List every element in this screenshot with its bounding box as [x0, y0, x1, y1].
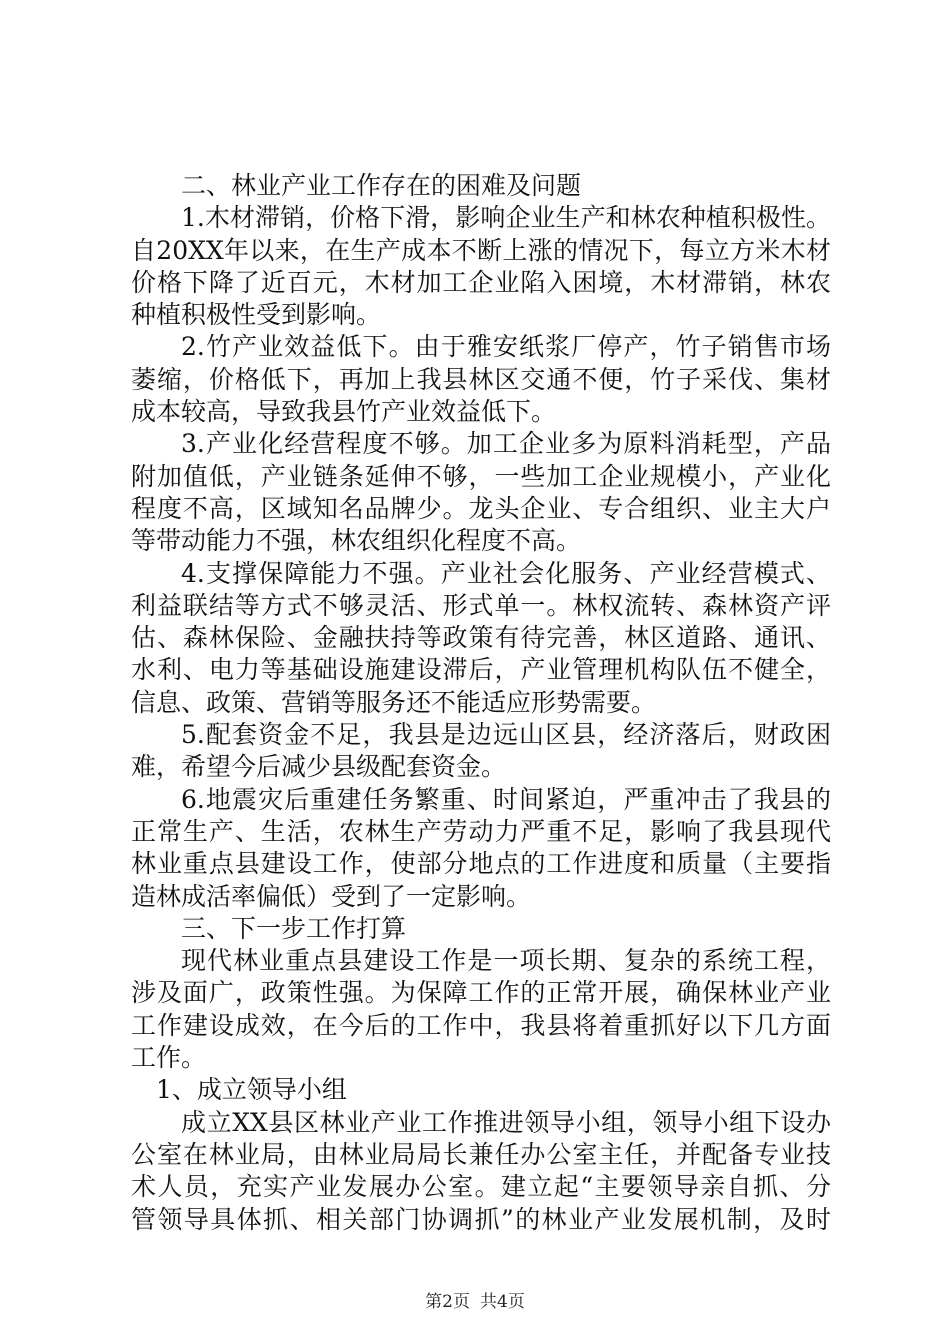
page-total: 共4页: [480, 1292, 525, 1312]
paragraph-line: 5.配套资金不足，我县是边远山区县，经济落后，财政困: [181, 720, 831, 750]
paragraph-line: 自20XX年以来，在生产成本不断上涨的情况下，每立方米木材: [131, 235, 831, 265]
paragraph-line: 正常生产、生活，农林生产劳动力严重不足，影响了我县现代: [131, 816, 831, 846]
subsection-heading: 1、成立领导小组: [156, 1075, 347, 1105]
paragraph-line: 4.支撑保障能力不强。产业社会化服务、产业经营模式、: [181, 558, 831, 588]
paragraph-line: 信息、政策、营销等服务还不能适应形势需要。: [131, 687, 657, 717]
paragraph-line: 涉及面广，政策性强。为保障工作的正常开展，确保林业产业: [131, 978, 831, 1008]
paragraph-line: 公室在林业局，由林业局局长兼任办公室主任，并配备专业技: [131, 1139, 831, 1169]
paragraph-line: 程度不高，区域知名品牌少。龙头企业、专合组织、业主大户: [131, 493, 831, 523]
section-heading: 三、下一步工作打算: [181, 913, 407, 943]
paragraph-line: 萎缩，价格低下，再加上我县林区交通不便，竹子采伐、集材: [131, 364, 831, 394]
paragraph-line: 术人员，充实产业发展办公室。建立起“主要领导亲自抓、分: [131, 1172, 831, 1202]
paragraph-line: 成立XX县区林业产业工作推进领导小组，领导小组下设办: [181, 1107, 831, 1137]
paragraph-line: 林业重点县建设工作，使部分地点的工作进度和质量（主要指: [131, 849, 831, 879]
paragraph-line: 种植积极性受到影响。: [131, 300, 382, 330]
paragraph-line: 6.地震灾后重建任务繁重、时间紧迫，严重冲击了我县的: [181, 784, 831, 814]
section-heading: 二、林业产业工作存在的困难及问题: [181, 171, 582, 200]
paragraph-line: 利益联结等方式不够灵活、形式单一。林权流转、森林资产评: [131, 590, 831, 620]
paragraph-line: 难，希望今后减少县级配套资金。: [131, 752, 507, 782]
paragraph-line: 1.木材滞销，价格下滑，影响企业生产和林农种植积极性。: [181, 203, 831, 233]
paragraph-line: 管领导具体抓、相关部门协调抓”的林业产业发展机制，及时: [131, 1204, 831, 1234]
paragraph-line: 2.竹产业效益低下。由于雅安纸浆厂停产，竹子销售市场: [181, 332, 831, 362]
page-footer: [0, 1290, 950, 1314]
document-body: [131, 170, 831, 1236]
paragraph-line: 现代林业重点县建设工作是一项长期、复杂的系统工程，: [181, 946, 831, 976]
paragraph-line: 成本较高，导致我县竹产业效益低下。: [131, 397, 557, 427]
paragraph-line: 工作建设成效，在今后的工作中，我县将着重抓好以下几方面: [131, 1010, 831, 1040]
page-number: 第2页: [425, 1292, 470, 1312]
paragraph-line: 3.产业化经营程度不够。加工企业多为原料消耗型，产品: [181, 429, 831, 459]
paragraph-line: 附加值低，产业链条延伸不够，一些加工企业规模小，产业化: [131, 461, 831, 491]
paragraph-line: 价格下降了近百元，木材加工企业陷入困境，木材滞销，林农: [131, 267, 831, 297]
paragraph-line: 等带动能力不强，林农组织化程度不高。: [131, 526, 582, 556]
paragraph-line: 估、森林保险、金融扶持等政策有待完善，林区道路、通讯、: [131, 623, 831, 653]
paragraph-line: 工作。: [131, 1043, 207, 1073]
paragraph-line: 造林成活率偏低）受到了一定影响。: [131, 881, 532, 911]
paragraph-line: 水利、电力等基础设施建设滞后，产业管理机构队伍不健全，: [131, 655, 831, 685]
